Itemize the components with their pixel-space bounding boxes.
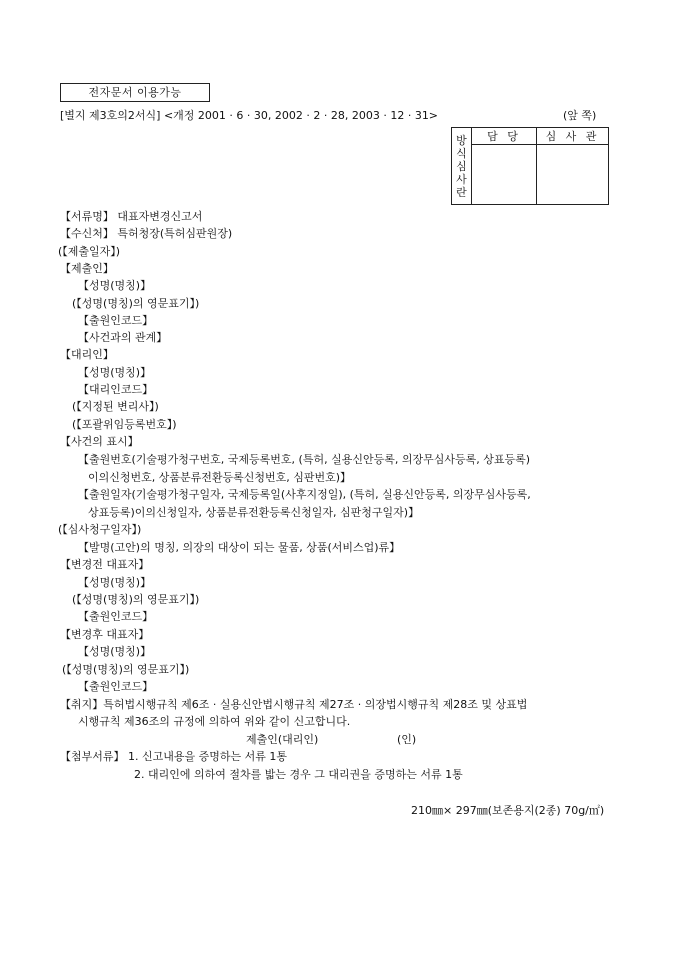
officer-header: 담 당 xyxy=(472,128,537,145)
new-rep-code-line: 【출원인코드】 xyxy=(78,680,154,693)
previous-rep-english-name-line: (【성명(명칭)의 영문표기】) xyxy=(72,593,200,606)
application-number-line: 【출원번호(기술평가청구번호, 국제등록번호, (특허, 실용신안등록, 의장무심사등록, 상표등록) xyxy=(78,453,530,466)
agent-code-line: 【대리인코드】 xyxy=(78,383,154,396)
attachments-line: 【첨부서류】 1. 신고내용을 증명하는 서류 1통 xyxy=(60,750,287,763)
new-rep-english-name-line: (【성명(명칭)의 영문표기】) xyxy=(62,663,190,676)
case-relation-line: 【사건과의 관계】 xyxy=(78,331,168,344)
application-number-line-cont: 이의신청번호, 상품분류전환등록신청번호, 심판번호)】 xyxy=(88,471,352,484)
case-indication-line: 【사건의 표시】 xyxy=(60,435,139,448)
general-power-number-line: (【포괄위임등록번호】) xyxy=(72,418,177,431)
method-label-char: 심 xyxy=(456,159,467,173)
method-label-char: 방 xyxy=(456,133,467,147)
electronic-document-box: 전자문서 이용가능 xyxy=(60,83,210,102)
submitter-line: 【제출인】 xyxy=(60,262,114,275)
review-sign-table xyxy=(451,127,609,205)
submission-date-line: (【제출일자】) xyxy=(58,245,121,258)
submitter-code-line: 【출원인코드】 xyxy=(78,314,154,327)
form-number: [별지 제3호의2서식] <개정 2001 · 6 · 30, 2002 · 2 · 28, 2003 · 12 · 31> xyxy=(60,109,439,122)
new-rep-name-line: 【성명(명칭)】 xyxy=(78,645,152,658)
purpose-line-cont: 시행규칙 제36조의 규정에 의하여 위와 같이 신고합니다. xyxy=(78,715,351,728)
seal-label: (인) xyxy=(397,733,417,746)
submitter-signature-label: 제출인(대리인) xyxy=(246,733,319,746)
officer-sign-cell xyxy=(472,145,537,205)
recipient-line: 【수신처】 특허청장(특허심판원장) xyxy=(60,227,233,240)
method-review-label xyxy=(452,128,472,205)
purpose-line: 【취지】특허법시행규칙 제6조 · 실용신안법시행규칙 제27조 · 의장법시행규칙 제28조 및 상표법 xyxy=(60,698,528,711)
previous-rep-name-line: 【성명(명칭)】 xyxy=(78,576,152,589)
application-date-line-cont: 상표등록)이의신청일자, 상품분류전환등록신청일자, 심판청구일자)】 xyxy=(88,506,420,519)
agent-name-line: 【성명(명칭)】 xyxy=(78,366,152,379)
new-representative-line: 【변경후 대표자】 xyxy=(60,628,150,641)
application-date-line: 【출원일자(기술평가청구일자, 국제등록일(사후지정일), (특허, 실용신안등록, 의장무심사등록, xyxy=(78,488,531,501)
exam-request-date-line: (【심사청구일자】) xyxy=(58,523,142,536)
examiner-header: 심 사 관 xyxy=(537,128,609,145)
examiner-sign-cell xyxy=(537,145,609,205)
page-side-label: (앞 쪽) xyxy=(563,109,597,122)
paper-size-footer: 210㎜× 297㎜(보존용지(2종) 70g/㎡) xyxy=(411,804,605,817)
designated-attorney-line: (【지정된 변리사】) xyxy=(72,400,159,413)
submitter-name-line: 【성명(명칭)】 xyxy=(78,279,152,292)
previous-rep-code-line: 【출원인코드】 xyxy=(78,610,154,623)
invention-title-line: 【발명(고안)의 명칭, 의장의 대상이 되는 물품, 상품(서비스업)류】 xyxy=(78,541,401,554)
method-label-char: 식 xyxy=(456,146,467,160)
agent-line: 【대리인】 xyxy=(60,348,114,361)
submitter-english-name-line: (【성명(명칭)의 영문표기】) xyxy=(72,297,200,310)
attachments-line-2: 2. 대리인에 의하여 절차를 밟는 경우 그 대리권을 증명하는 서류 1통 xyxy=(134,768,463,781)
previous-representative-line: 【변경전 대표자】 xyxy=(60,558,150,571)
method-label-char: 사 xyxy=(456,172,467,186)
method-label-char: 란 xyxy=(456,185,467,199)
document-name-line: 【서류명】 대표자변경신고서 xyxy=(60,210,203,223)
